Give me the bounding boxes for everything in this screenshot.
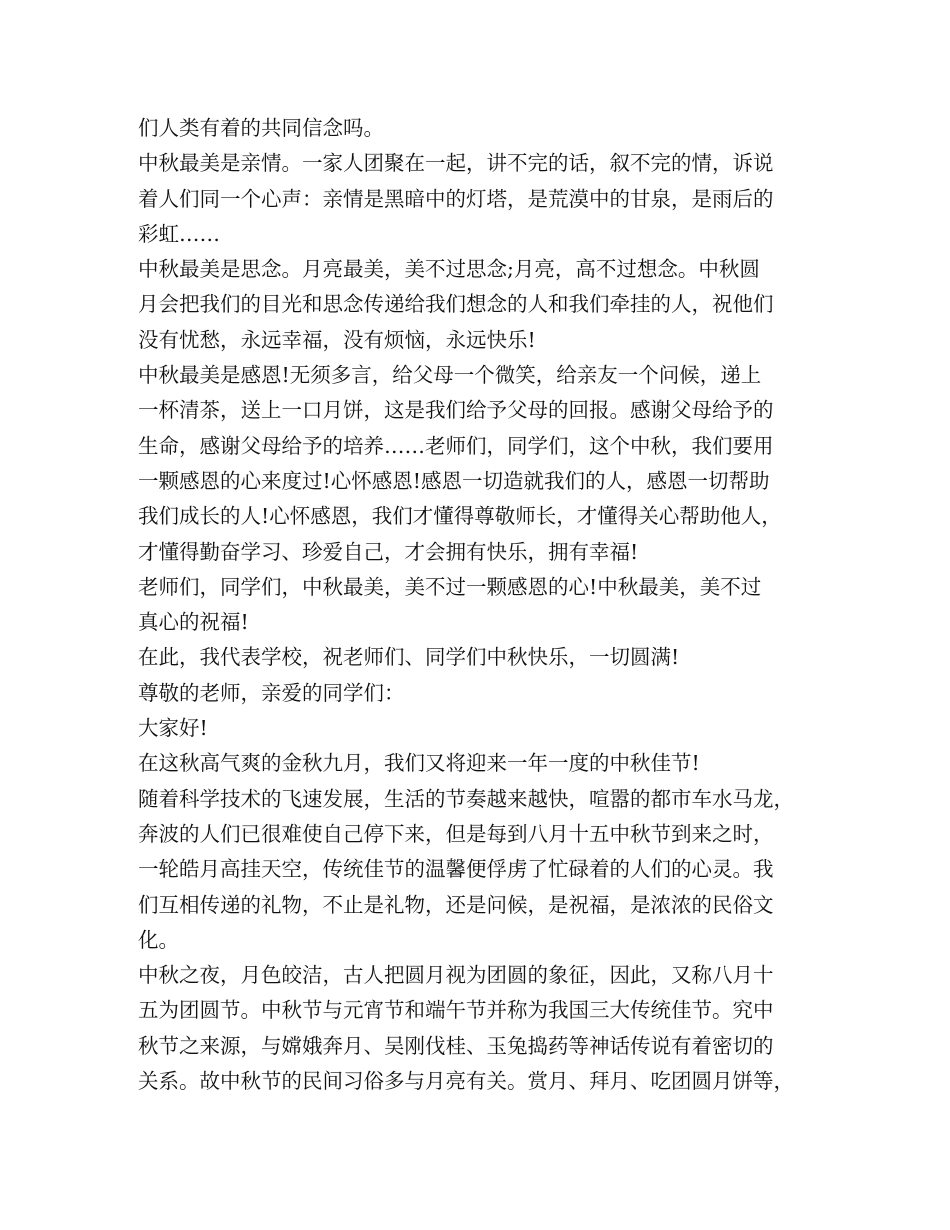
text-line: 们人类有着的共同信念吗。: [138, 116, 384, 140]
text-line: 在此，我代表学校，祝老师们、同学们中秋快乐，一切圆满!: [138, 645, 680, 670]
text-line: 关系。故中秋节的民间习俗多与月亮有关。赏月、拜月、吃团圆月饼等，: [138, 1069, 794, 1094]
text-line: 随着科学技术的飞速发展，生活的节奏越来越快，喧嚣的都市车水马龙，: [138, 786, 794, 811]
text-line: 我们成长的人!心怀感恩，我们才懂得尊敬师长，才懂得关心帮助他人，: [138, 504, 782, 529]
text-line: 尊敬的老师，亲爱的同学们：: [138, 680, 405, 705]
text-line: 才懂得勤奋学习、珍爱自己，才会拥有快乐，拥有幸福!: [138, 539, 639, 564]
text-line: 着人们同一个心声：亲情是黑暗中的灯塔，是荒漠中的甘泉，是雨后的: [138, 186, 774, 211]
text-line: 月会把我们的目光和思念传递给我们想念的人和我们牵挂的人，祝他们: [138, 292, 774, 317]
text-line: 中秋之夜，月色皎洁，古人把圆月视为团圆的象征，因此，又称八月十: [138, 963, 774, 988]
text-line: 秋节之来源，与嫦娥奔月、吴刚伐桂、玉兔捣药等神话传说有着密切的: [138, 1033, 774, 1058]
text-line: 中秋最美是思念。月亮最美，美不过思念;月亮，高不过想念。中秋圆: [138, 257, 760, 282]
text-line: 彩虹……: [138, 221, 220, 246]
text-line: 没有忧愁，永远幸福，没有烦恼，永远快乐!: [138, 327, 536, 352]
text-line: 们互相传递的礼物，不止是礼物，还是问候，是祝福，是浓浓的民俗文: [138, 892, 774, 917]
text-line: 一杯清茶，送上一口月饼，这是我们给予父母的回报。感谢父母给予的: [138, 398, 774, 423]
text-line: 在这秋高气爽的金秋九月，我们又将迎来一年一度的中秋佳节!: [138, 751, 700, 776]
text-line: 化。: [138, 927, 179, 952]
text-line: 老师们，同学们，中秋最美，美不过一颗感恩的心!中秋最美，美不过: [138, 574, 762, 599]
text-line: 一轮皓月高挂天空，传统佳节的温馨便俘虏了忙碌着的人们的心灵。我: [138, 857, 774, 882]
text-line: 真心的祝福!: [138, 610, 249, 635]
text-line: 五为团圆节。中秋节与元宵节和端午节并称为我国三大传统佳节。究中: [138, 998, 774, 1023]
text-line: 生命，感谢父母给予的培养……老师们，同学们，这个中秋，我们要用: [138, 433, 774, 458]
text-line: 大家好!: [138, 716, 208, 741]
document-body: [138, 111, 828, 1099]
text-line: 一颗感恩的心来度过!心怀感恩!感恩一切造就我们的人，感恩一切帮助: [138, 468, 770, 493]
text-line: 中秋最美是感恩!无须多言，给父母一个微笑，给亲友一个问候，递上: [138, 363, 762, 388]
text-line: 奔波的人们已很难使自己停下来，但是每到八月十五中秋节到来之时，: [138, 821, 774, 846]
text-line: 中秋最美是亲情。一家人团聚在一起，讲不完的话，叙不完的情，诉说: [138, 151, 774, 176]
